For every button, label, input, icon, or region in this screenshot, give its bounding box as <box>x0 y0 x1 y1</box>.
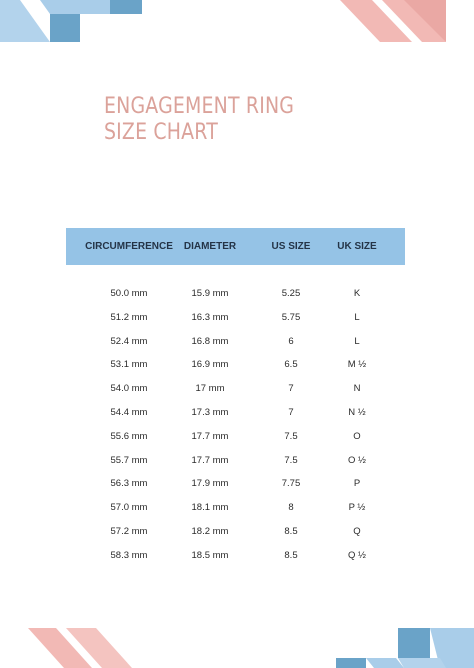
us-size-cell: 6 <box>288 335 294 347</box>
deco-shape-top-left-1 <box>0 0 50 42</box>
deco-shape-top-right-2 <box>382 0 446 42</box>
uk-size-cell: O <box>353 430 361 442</box>
deco-shape-bottom-right-4 <box>430 628 474 668</box>
deco-shape-bottom-left-2 <box>66 628 132 668</box>
table-row <box>66 330 405 354</box>
diameter-cell: 16.8 mm <box>191 335 229 347</box>
title-line-2: SIZE CHART <box>104 120 218 145</box>
title-line-1: ENGAGEMENT RING <box>104 94 295 119</box>
table-row <box>66 520 405 544</box>
diameter-cell: 17.7 mm <box>191 430 229 442</box>
deco-shape-bottom-right-2 <box>366 658 404 668</box>
uk-size-cell: N <box>353 383 361 395</box>
us-size-cell: 6.5 <box>284 359 298 371</box>
uk-size-cell: K <box>353 288 361 299</box>
diameter-cell: 15.9 mm <box>191 288 229 299</box>
diameter-cell: 17.9 mm <box>191 478 229 490</box>
us-size-cell: 7 <box>288 383 294 395</box>
diameter-cell: 17 mm <box>195 383 225 395</box>
uk-size-cell: M ½ <box>347 359 367 371</box>
circumference-cell: 51.2 mm <box>110 311 148 323</box>
table-row <box>66 377 405 401</box>
circumference-cell: 57.2 mm <box>110 525 148 537</box>
table-row <box>66 449 405 473</box>
deco-shape-bottom-right-1 <box>336 658 366 668</box>
column-header-us-size: US SIZE <box>271 241 311 252</box>
circumference-cell: 55.7 mm <box>110 454 148 466</box>
deco-shape-top-left-4 <box>110 0 142 14</box>
us-size-cell: 5.75 <box>281 311 301 323</box>
column-header-circumference: CIRCUMFERENCE <box>85 241 173 252</box>
table-row <box>66 425 405 449</box>
diameter-cell: 18.5 mm <box>191 549 229 561</box>
uk-size-cell: Q <box>353 525 361 537</box>
deco-shape-bottom-right-3 <box>398 628 430 658</box>
uk-size-cell: P ½ <box>348 502 366 514</box>
diameter-cell: 16.9 mm <box>191 359 229 371</box>
deco-shape-top-left-3 <box>50 14 80 42</box>
uk-size-cell: P <box>353 478 361 490</box>
circumference-cell: 57.0 mm <box>110 502 148 514</box>
diameter-cell: 16.3 mm <box>191 311 229 323</box>
us-size-cell: 8.5 <box>284 525 298 537</box>
table-header <box>66 228 405 265</box>
table-row <box>66 353 405 377</box>
us-size-cell: 7.5 <box>284 430 298 442</box>
uk-size-cell: N ½ <box>348 406 366 418</box>
circumference-cell: 50.0 mm <box>110 288 148 299</box>
uk-size-cell: Q ½ <box>348 549 366 561</box>
diameter-cell: 17.7 mm <box>191 454 229 466</box>
column-header-uk-size: UK SIZE <box>337 241 377 252</box>
circumference-cell: 54.4 mm <box>110 406 148 418</box>
circumference-cell: 55.6 mm <box>110 430 148 442</box>
circumference-cell: 54.0 mm <box>110 383 148 395</box>
uk-size-cell: O ½ <box>348 454 366 466</box>
table-row <box>66 544 405 568</box>
uk-size-cell: L <box>354 311 360 323</box>
us-size-cell: 7 <box>288 406 294 418</box>
us-size-cell: 8 <box>288 502 294 514</box>
diameter-cell: 17.3 mm <box>191 406 229 418</box>
uk-size-cell: L <box>354 335 360 347</box>
us-size-cell: 5.25 <box>281 288 301 299</box>
deco-shape-top-right-3 <box>404 0 446 42</box>
diameter-cell: 18.1 mm <box>191 502 229 514</box>
us-size-cell: 7.75 <box>281 478 301 490</box>
table-row <box>66 472 405 496</box>
circumference-cell: 52.4 mm <box>110 335 148 347</box>
us-size-cell: 7.5 <box>284 454 298 466</box>
table-row <box>66 496 405 520</box>
table-row <box>66 401 405 425</box>
deco-shape-bottom-left-1 <box>28 628 92 668</box>
deco-shape-top-right-1 <box>340 0 412 42</box>
diameter-cell: 18.2 mm <box>191 525 229 537</box>
table-row <box>66 282 405 306</box>
size-table-body <box>66 282 405 568</box>
deco-shape-bottom-right-5 <box>398 658 446 668</box>
page-title <box>104 94 294 146</box>
circumference-cell: 56.3 mm <box>110 478 148 490</box>
us-size-cell: 8.5 <box>284 549 298 561</box>
column-header-diameter: DIAMETER <box>183 241 237 252</box>
circumference-cell: 58.3 mm <box>110 549 148 561</box>
table-row <box>66 306 405 330</box>
circumference-cell: 53.1 mm <box>110 359 148 371</box>
deco-shape-top-left-2 <box>40 0 110 14</box>
